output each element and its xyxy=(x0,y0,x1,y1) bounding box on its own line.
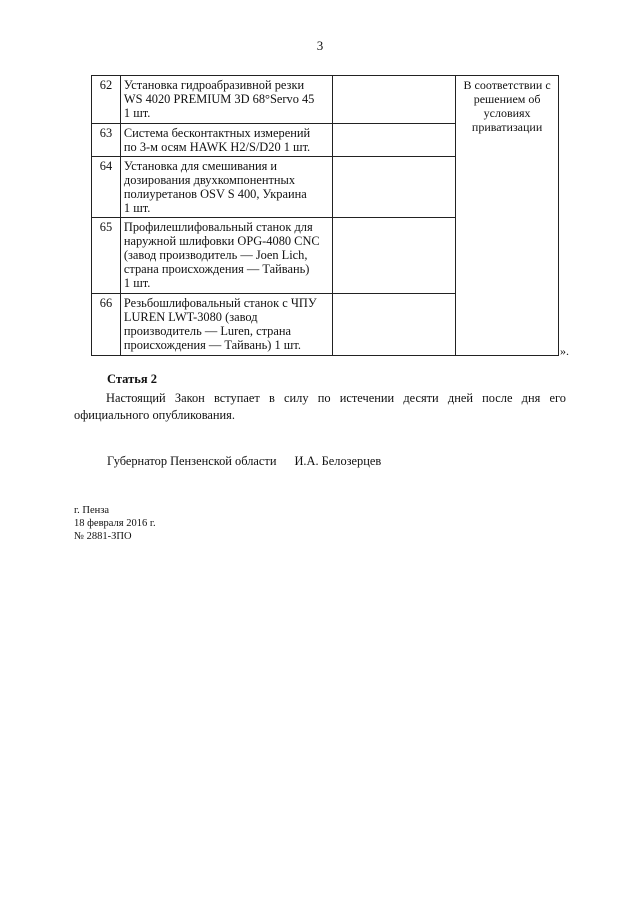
footer-number: № 2881-ЗПО xyxy=(74,531,132,542)
article-text: Настоящий Закон вступает в силу по истечении десяти дней после дня его официального опубликования. xyxy=(74,391,566,422)
item-line: 1 шт. xyxy=(123,106,151,120)
item-line: Профилешлифовальный станок для xyxy=(123,220,313,234)
privatization-items-table xyxy=(91,75,559,356)
signatory-name: И.А. Белозерцев xyxy=(294,454,382,468)
row-number: 63 xyxy=(92,124,121,157)
item-line: по 3-м осям HAWK H2/S/D20 1 шт. xyxy=(123,140,311,154)
empty-cell xyxy=(333,218,456,294)
table-row xyxy=(92,76,559,124)
article-heading: Статья 2 xyxy=(107,372,157,386)
empty-cell xyxy=(333,124,456,157)
item-description xyxy=(120,294,332,356)
row-number: 66 xyxy=(92,294,121,356)
empty-cell xyxy=(333,76,456,124)
condition-line: приватизации xyxy=(471,120,543,134)
item-line: Резьбошлифовальный станок с ЧПУ xyxy=(123,296,317,310)
footer-city: г. Пенза xyxy=(74,505,110,516)
item-line: наружной шлифовки OPG-4080 CNC xyxy=(123,234,320,248)
item-line: 1 шт. xyxy=(123,201,151,215)
item-line: WS 4020 PREMIUM 3D 68°Servo 45 xyxy=(123,92,315,106)
item-description xyxy=(120,76,332,124)
document-footer xyxy=(74,504,156,543)
item-line: происхождения — Тайвань) 1 шт. xyxy=(123,338,301,352)
empty-cell xyxy=(333,157,456,218)
condition-line: условиях xyxy=(483,106,531,120)
item-line: Система бесконтактных измерений xyxy=(123,126,311,140)
signatory-title: Губернатор Пензенской области xyxy=(107,454,277,468)
item-description xyxy=(120,157,332,218)
item-description xyxy=(120,218,332,294)
condition-line: В соответствии с xyxy=(463,78,551,92)
item-line: полиуретанов OSV S 400, Украина xyxy=(123,187,307,201)
item-line: страна происхождения — Тайвань) xyxy=(123,262,310,276)
item-description xyxy=(120,124,332,157)
empty-cell xyxy=(333,294,456,356)
item-line: Установка гидроабразивной резки xyxy=(123,78,305,92)
item-line: LUREN LWT-3080 (завод xyxy=(123,310,258,324)
item-line: производитель — Luren, страна xyxy=(123,324,291,338)
item-line: (завод производитель — Joen Lich, xyxy=(123,248,308,262)
row-number: 65 xyxy=(92,218,121,294)
footer-date: 18 февраля 2016 г. xyxy=(74,518,156,529)
condition-line: решением об xyxy=(473,92,541,106)
row-number: 64 xyxy=(92,157,121,218)
item-line: дозирования двухкомпонентных xyxy=(123,173,296,187)
row-number: 62 xyxy=(92,76,121,124)
item-line: 1 шт. xyxy=(123,276,151,290)
item-line: Установка для смешивания и xyxy=(123,159,278,173)
closing-quote: ». xyxy=(560,344,569,358)
page-number: 3 xyxy=(316,38,324,53)
signature-block xyxy=(107,454,381,469)
privatization-condition-cell xyxy=(456,76,559,356)
